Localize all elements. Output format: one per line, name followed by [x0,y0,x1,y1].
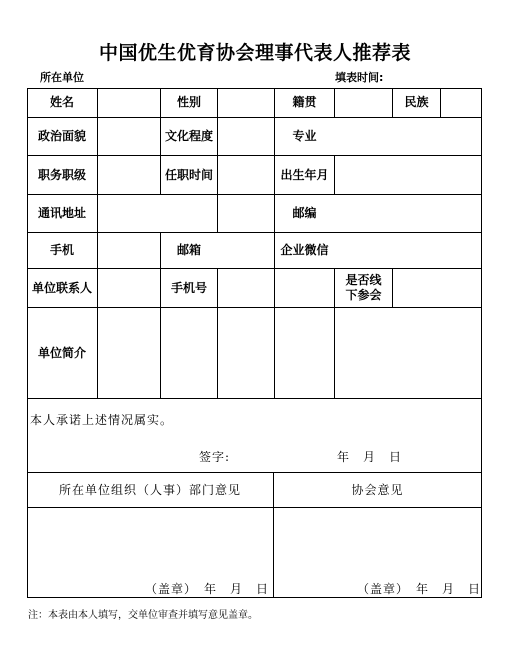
col-line [217,88,218,232]
pledge-statement: 本人承诺上述情况属实。 [30,413,174,427]
pledge-date: 年 月 日 [337,450,403,464]
col-line [392,268,393,307]
label-native-place: 籍贯 [292,95,317,109]
row-line [27,507,482,508]
label-major: 专业 [292,129,317,143]
association-seal-date: （盖章） 年 月 日 [357,582,482,596]
label-gender: 性别 [176,95,201,109]
label-phone-number: 手机号 [170,280,207,295]
label-offline-attendance: 是否线下参会 [345,273,382,302]
col-line [97,88,98,398]
recommendation-form [27,88,482,598]
row-line [27,398,482,399]
col-line [160,307,161,398]
label-term-time: 任职时间 [164,167,213,182]
label-ethnicity: 民族 [404,95,429,109]
col-line [274,268,275,398]
label-wechat: 企业微信 [280,243,329,257]
label-contact-person: 单位联系人 [31,280,92,295]
label-position-title: 职务职级 [37,167,86,182]
association-opinion-label: 协会意见 [351,482,404,497]
label-unit-intro: 单位简介 [37,345,86,360]
label-postcode: 邮编 [292,206,317,220]
col-line [217,268,218,307]
label-mobile: 手机 [49,243,74,257]
label-email: 邮箱 [176,243,201,257]
form-title: 中国优生优育协会理事代表人推荐表 [98,42,411,64]
col-line [334,88,335,117]
label-address: 通讯地址 [37,206,86,220]
label-birth-date: 出生年月 [280,167,329,182]
col-line [217,307,218,398]
unit-label: 所在单位 [40,71,84,84]
label-political-status: 政治面貌 [37,129,86,143]
unit-seal-date: （盖章） 年 月 日 [145,582,270,596]
col-line [334,155,335,194]
signature-label: 签字: [199,450,231,464]
label-name: 姓名 [49,95,74,109]
col-line [440,88,441,117]
unit-opinion-label: 所在单位组织（人事）部门意见 [58,482,241,497]
footnote: 注：本表由本人填写，交单位审查并填写意见盖章。 [28,610,258,621]
col-line [334,307,335,398]
label-education: 文化程度 [164,129,213,143]
fill-date-label: 填表时间: [335,71,384,84]
